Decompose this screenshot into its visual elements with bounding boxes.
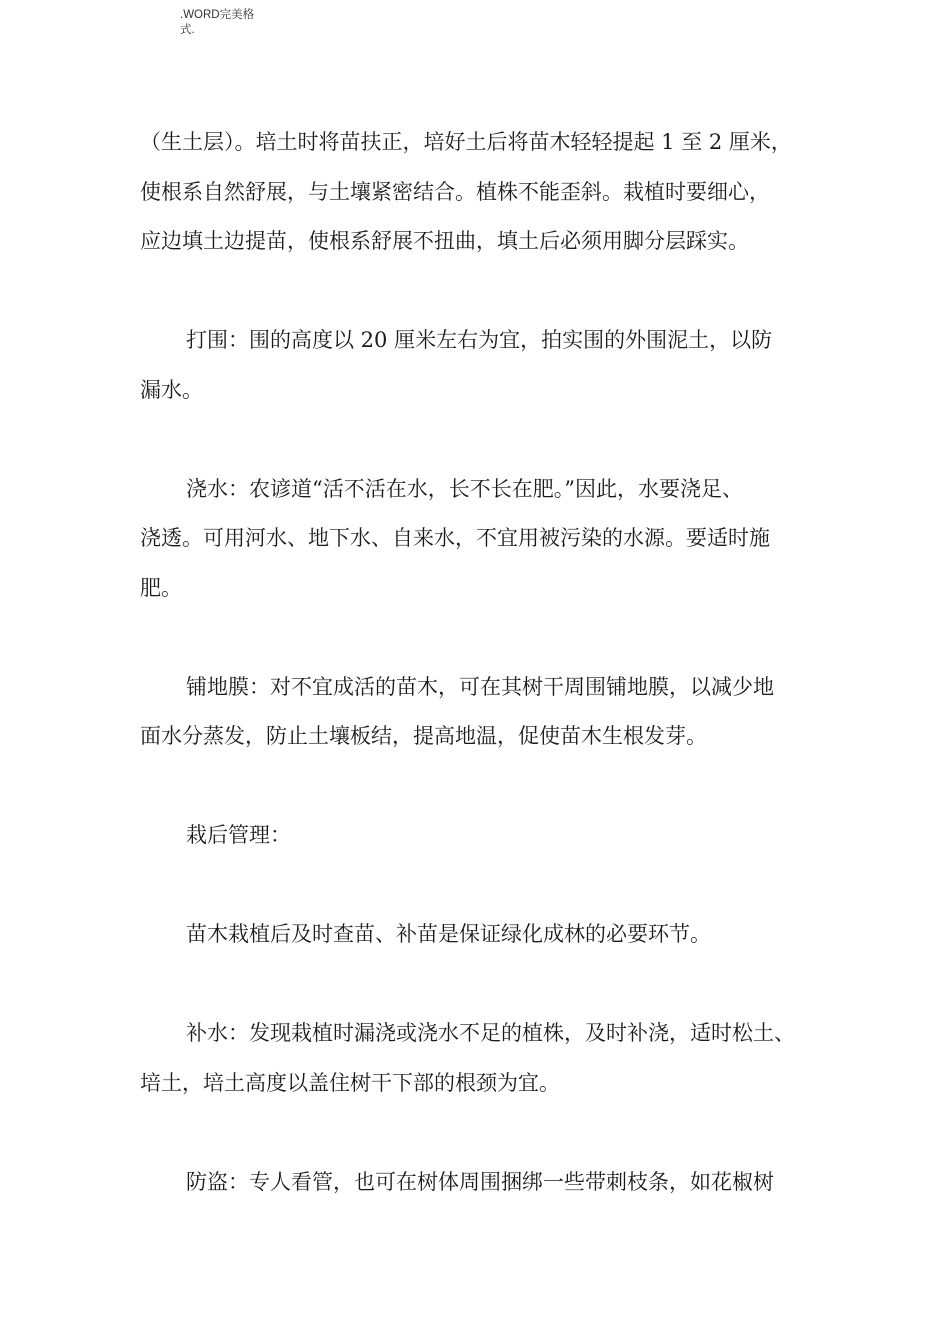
paragraph-line: 浇水：农谚道“活不活在水，长不长在肥。”因此，水要浇足、 bbox=[186, 476, 743, 501]
paragraph-line: 使根系自然舒展，与土壤紧密结合。植株不能歪斜。栽植时要细心， bbox=[140, 179, 770, 204]
paragraph-line: 铺地膜：对不宜成活的苗木，可在其树干周围铺地膜，以减少地 bbox=[186, 674, 774, 699]
document-body bbox=[140, 118, 830, 1207]
paragraph-theft-prevention bbox=[140, 1158, 830, 1208]
paragraph-line: （生土层）。培土时将苗扶正，培好土后将苗木轻轻提起 1 至 2 厘米， bbox=[140, 130, 792, 154]
paragraph-line: 应边填土边提苗，使根系舒展不扭曲，填土后必须用脚分层踩实。 bbox=[140, 229, 749, 253]
paragraph-line: 浇透。可用河水、地下水、自来水，不宜用被污染的水源。要适时施 bbox=[140, 526, 770, 550]
paragraph-watering bbox=[140, 465, 830, 614]
paragraph-line: 防盗：专人看管，也可在树体周围捆绑一些带刺枝条，如花椒树 bbox=[186, 1169, 774, 1194]
paragraph-planting-continuation bbox=[140, 118, 830, 267]
page-header bbox=[180, 8, 270, 38]
paragraph-line: 苗木栽植后及时查苗、补苗是保证绿化成林的必要环节。 bbox=[186, 922, 711, 946]
paragraph-gap bbox=[140, 267, 830, 317]
paragraph-line: 面水分蒸发，防止土壤板结，提高地温，促使苗木生根发芽。 bbox=[140, 724, 707, 748]
paragraph-line: 打围：围的高度以 20 厘米左右为宜，拍实围的外围泥土，以防 bbox=[186, 328, 773, 352]
paragraph-gap bbox=[140, 613, 830, 663]
paragraph-line: 栽后管理： bbox=[186, 823, 291, 847]
paragraph-line: 肥。 bbox=[140, 575, 182, 600]
paragraph-gap bbox=[140, 415, 830, 465]
paragraph-mulch-film bbox=[140, 663, 830, 762]
paragraph-aftercare-heading bbox=[140, 811, 830, 861]
header-line-2: 式. bbox=[180, 24, 195, 36]
paragraph-inspection bbox=[140, 910, 830, 960]
paragraph-gap bbox=[140, 762, 830, 812]
paragraph-line: 漏水。 bbox=[140, 377, 203, 402]
paragraph-line: 补水：发现栽植时漏浇或浇水不足的植株，及时补浇，适时松土、 bbox=[186, 1021, 795, 1045]
header-line-1: .WORD完美格 bbox=[180, 9, 255, 21]
paragraph-gap bbox=[140, 960, 830, 1010]
paragraph-line: 培土，培土高度以盖住树干下部的根颈为宜。 bbox=[140, 1070, 560, 1095]
paragraph-enclosure bbox=[140, 316, 830, 415]
paragraph-gap bbox=[140, 861, 830, 911]
paragraph-supplementary-watering bbox=[140, 1009, 830, 1108]
paragraph-gap bbox=[140, 1108, 830, 1158]
